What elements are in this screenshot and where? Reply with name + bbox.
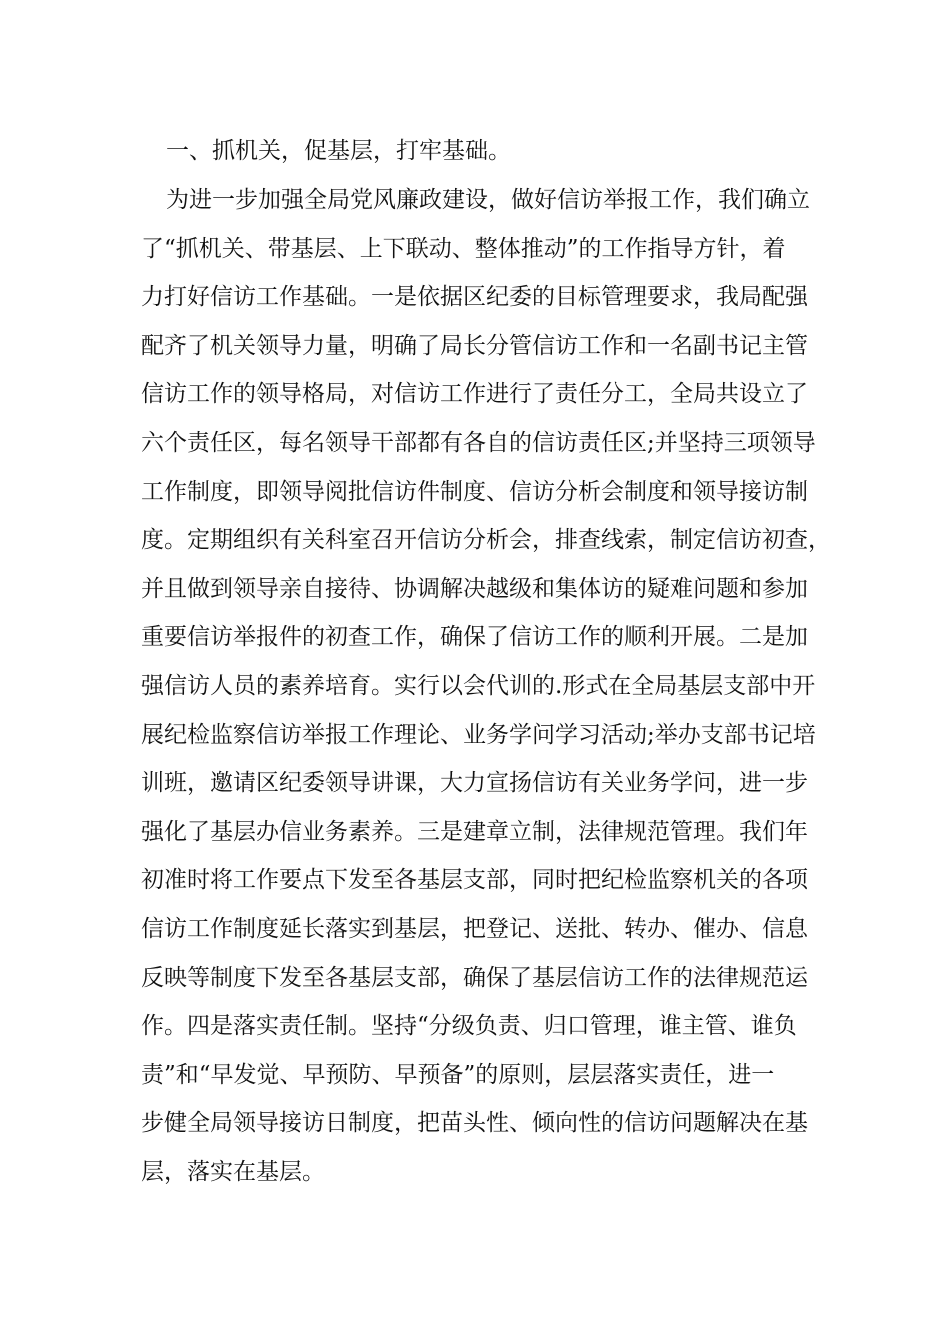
paragraph-line: 步健全局领导接访日制度，把苗头性、倾向性的信访问题解决在基 bbox=[141, 1110, 808, 1137]
paragraph-line: 展纪检监察信访举报工作理论、业务学问学习活动;举办支部书记培 bbox=[141, 721, 816, 748]
paragraph-line: 工作制度，即领导阅批信访件制度、信访分析会制度和领导接访制 bbox=[141, 478, 808, 505]
paragraph-line: 六个责任区，每名领导干部都有各自的信访责任区;并坚持三项领导 bbox=[141, 430, 816, 456]
paragraph-line: 重要信访举报件的初查工作，确保了信访工作的顺利开展。二是加 bbox=[141, 624, 808, 651]
section-heading: 一、抓机关，促基层，打牢基础。 bbox=[166, 138, 511, 164]
paragraph-line: 强化了基层办信业务素养。三是建章立制，法律规范管理。我们年 bbox=[141, 818, 808, 845]
paragraph-line: 训班，邀请区纪委领导讲课，大力宣扬信访有关业务学问，进一步 bbox=[141, 770, 808, 797]
paragraph-line: 为进一步加强全局党风廉政建设，做好信访举报工作，我们确立 bbox=[166, 187, 810, 213]
paragraph-line: 强信访人员的素养培育。实行以会代训的.形式在全局基层支部中开 bbox=[141, 673, 816, 699]
paragraph-line: 了“抓机关、带基层、上下联动、整体推动”的工作指导方针，着 bbox=[141, 235, 786, 262]
paragraph-line: 力打好信访工作基础。一是依据区纪委的目标管理要求，我局配强 bbox=[141, 284, 808, 311]
paragraph-line: 反映等制度下发至各基层支部，确保了基层信访工作的法律规范运 bbox=[141, 964, 808, 991]
paragraph-line: 度。定期组织有关科室召开信访分析会，排查线索，制定信访初查， bbox=[141, 527, 831, 554]
paragraph-line: 责”和“早发觉、早预防、早预备”的原则，层层落实责任，进一 bbox=[141, 1061, 775, 1088]
paragraph-line: 信访工作制度延长落实到基层，把登记、送批、转办、催办、信息 bbox=[141, 916, 808, 942]
paragraph-line: 作。四是落实责任制。坚持“分级负责、归口管理，谁主管、谁负 bbox=[141, 1013, 797, 1040]
paragraph-line: 并且做到领导亲自接待、协调解决越级和集体访的疑难问题和参加 bbox=[141, 575, 808, 602]
paragraph-line: 信访工作的领导格局，对信访工作进行了责任分工，全局共设立了 bbox=[141, 381, 808, 408]
paragraph-line: 层，落实在基层。 bbox=[141, 1159, 325, 1185]
paragraph-line: 配齐了机关领导力量，明确了局长分管信访工作和一名副书记主管 bbox=[141, 332, 808, 359]
paragraph-line: 初准时将工作要点下发至各基层支部，同时把纪检监察机关的各项 bbox=[141, 867, 808, 894]
